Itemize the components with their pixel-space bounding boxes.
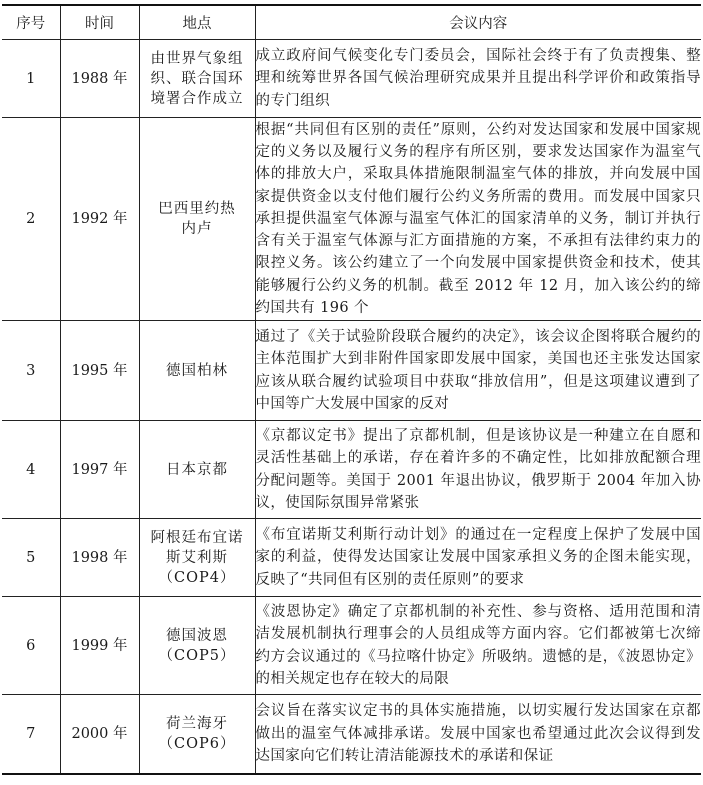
row-content: 《波恩协定》确定了京都机制的补充性、参与资格、适用范围和清洁发展机制执行理事会的人员组成等方面内容。它们都被第七次缔约方会议通过的《马拉喀什协定》所吸纳。遗憾的是，《波恩协定》的相关规定也存在较大的局限 <box>255 597 701 695</box>
row-num: 3 <box>2 321 60 421</box>
row-place <box>139 321 255 421</box>
row-place <box>139 597 255 695</box>
row-num: 4 <box>2 421 60 519</box>
header-content: 会议内容 <box>255 5 701 40</box>
table-row <box>2 519 701 597</box>
table-row <box>2 321 701 421</box>
row-place-text: 阿根廷布宜诺 斯艾利斯 （COP4） <box>150 529 244 586</box>
row-time: 1998 年 <box>60 519 139 597</box>
row-time: 2000 年 <box>60 695 139 774</box>
row-place <box>139 519 255 597</box>
row-place <box>139 118 255 321</box>
row-num: 7 <box>2 695 60 774</box>
row-place <box>139 421 255 519</box>
header-time: 时间 <box>60 5 139 40</box>
row-time: 1992 年 <box>60 118 139 321</box>
row-num: 5 <box>2 519 60 597</box>
row-num: 6 <box>2 597 60 695</box>
row-place-text: 德国柏林 <box>166 362 228 379</box>
row-place-text: 由世界气象组 织、联合国环 境署合作成立 <box>150 50 244 107</box>
row-place <box>139 695 255 774</box>
table-row <box>2 40 701 118</box>
row-content: 会议旨在落实议定书的具体实施措施，以切实履行发达国家在京都做出的温室气体减排承诺。发展中国家也希望通过此次会议得到发达国家向它们转让清洁能源技术的承诺和保证 <box>255 695 701 774</box>
table-row <box>2 421 701 519</box>
row-place-text: 荷兰海牙 （COP6） <box>158 715 236 752</box>
header-num: 序号 <box>2 5 60 40</box>
row-content: 《布宜诺斯艾利斯行动计划》的通过在一定程度上保护了发展中国家的利益，使得发达国家让发展中国家承担义务的企图未能实现，反映了“共同但有区别的责任原则”的要求 <box>255 519 701 597</box>
row-content: 通过了《关于试验阶段联合履约的决定》，该会议企图将联合履约的主体范围扩大到非附件国家即发展中国家，美国也还主张发达国家应该从联合履约试验项目中获取“排放信用”，但是这项建议遭到了中国等广大发展中国家的反对 <box>255 321 701 421</box>
row-time: 1988 年 <box>60 40 139 118</box>
row-content: 成立政府间气候变化专门委员会，国际社会终于有了负责搜集、整理和统筹世界各国气候治理研究成果并且提出科学评价和政策指导的专门组织 <box>255 40 701 118</box>
table-row <box>2 695 701 774</box>
header-place: 地点 <box>139 5 255 40</box>
row-time: 1999 年 <box>60 597 139 695</box>
row-content: 《京都议定书》提出了京都机制，但是该协议是一种建立在自愿和灵活性基础上的承诺，存在着许多的不确定性，比如排放配额合理分配问题等。美国于 2001 年退出协议，俄罗斯于 2004 年加入协议，使国际氛围异常紧张 <box>255 421 701 519</box>
row-time: 1997 年 <box>60 421 139 519</box>
row-place <box>139 40 255 118</box>
row-place-text: 巴西里约热 内卢 <box>158 201 236 237</box>
header-row <box>2 5 701 40</box>
row-num: 1 <box>2 40 60 118</box>
row-place-text: 日本京都 <box>166 461 228 478</box>
table-row <box>2 597 701 695</box>
row-time: 1995 年 <box>60 321 139 421</box>
row-content: 根据“共同但有区别的责任”原则，公约对发达国家和发展中国家规定的义务以及履行义务的程序有所区别，要求发达国家作为温室气体的排放大户，采取具体措施限制温室气体的排放，并向发展中国家提供资金以支付他们履行公约义务所需的费用。而发展中国家只承担提供温室气体源与温室气体汇的国家清单的义务，制订并执行含有关于温室气体源与汇方面措施的方案，不承担有法律约束力的限控义务。该公约建立了一个向发展中国家提供资金和技术，使其能够履行公约义务的机制。截至 2012 年 12 月，加入该公约的缔约国共有 196 个 <box>255 118 701 321</box>
climate-conference-table <box>2 4 701 775</box>
row-place-text: 德国波恩 （COP5） <box>158 627 236 664</box>
table-row <box>2 118 701 321</box>
row-num: 2 <box>2 118 60 321</box>
